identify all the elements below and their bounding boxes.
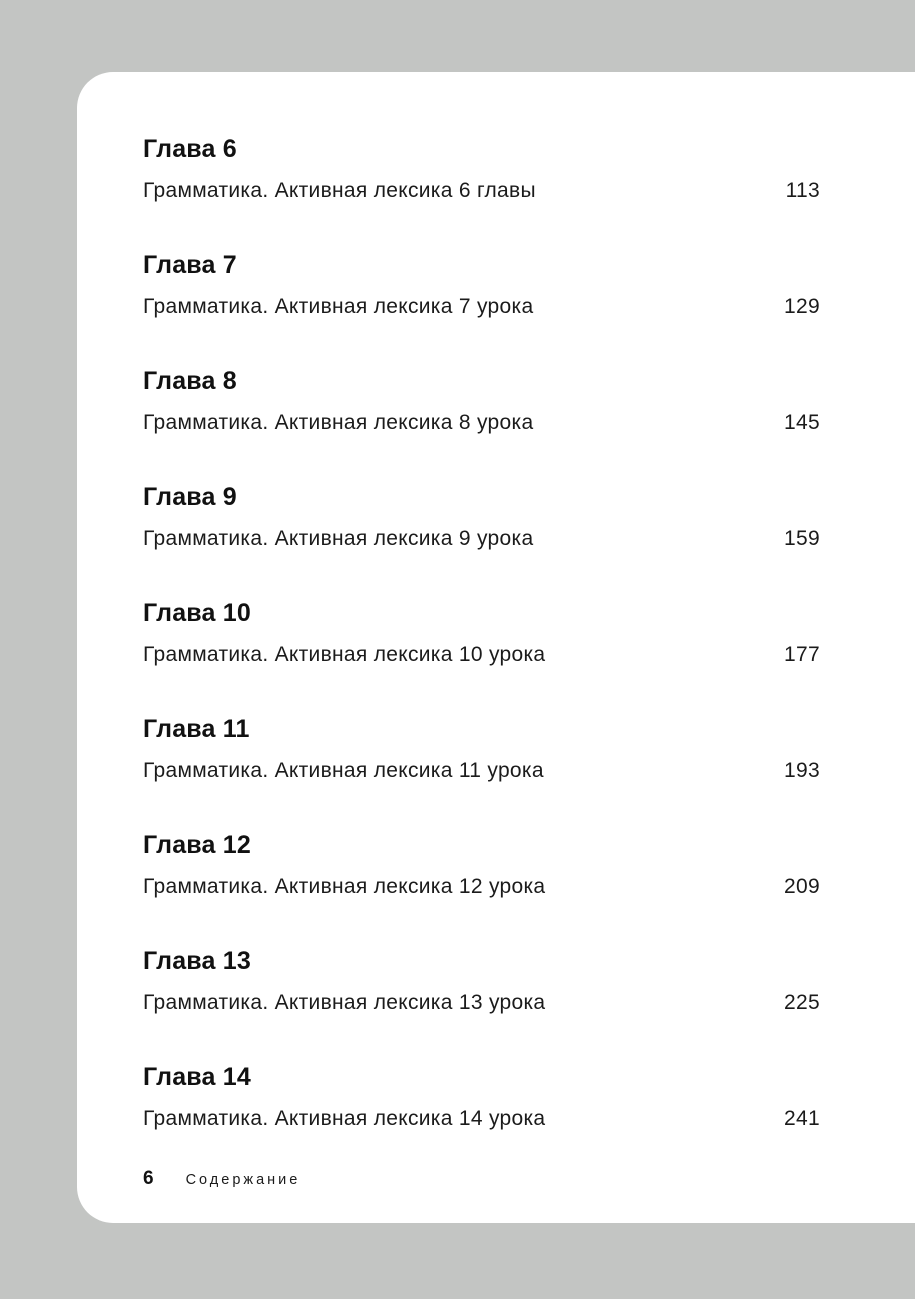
entry-title: Грамматика. Активная лексика 10 урока (143, 643, 546, 666)
toc-entry-row (143, 641, 820, 669)
toc-entry-row (143, 409, 820, 437)
chapter-heading: Глава 10 (143, 599, 252, 627)
entry-page-number: 241 (784, 1107, 820, 1130)
entry-page-number: 209 (784, 875, 820, 898)
entry-page-number: 193 (784, 759, 820, 782)
toc-entry (143, 714, 820, 785)
chapter-heading: Глава 11 (143, 715, 250, 743)
chapter-heading: Глава 13 (143, 947, 252, 975)
toc-entry (143, 1062, 820, 1133)
book-page-card (77, 72, 915, 1223)
toc-entry (143, 946, 820, 1017)
entry-page-number: 225 (784, 991, 820, 1014)
toc-entry (143, 830, 820, 901)
entry-title: Грамматика. Активная лексика 11 урока (143, 759, 544, 782)
chapter-heading: Глава 12 (143, 831, 252, 859)
chapter-heading: Глава 6 (143, 135, 237, 163)
entry-page-number: 145 (784, 411, 820, 434)
entry-title: Грамматика. Активная лексика 7 урока (143, 295, 534, 318)
footer-page-number: 6 (143, 1168, 154, 1189)
chapter-heading: Глава 8 (143, 367, 237, 395)
entry-page-number: 113 (785, 179, 820, 202)
page-footer (143, 1168, 820, 1190)
chapter-heading: Глава 9 (143, 483, 237, 511)
entry-title: Грамматика. Активная лексика 6 главы (143, 179, 536, 202)
toc-list (143, 134, 820, 1133)
entry-page-number: 129 (784, 295, 820, 318)
entry-title: Грамматика. Активная лексика 12 урока (143, 875, 546, 898)
toc-entry (143, 482, 820, 553)
entry-title: Грамматика. Активная лексика 8 урока (143, 411, 534, 434)
toc-entry-row (143, 757, 820, 785)
toc-entry (143, 366, 820, 437)
entry-page-number: 177 (784, 643, 820, 666)
footer-section-label: Содержание (185, 1172, 301, 1188)
chapter-heading: Глава 14 (143, 1063, 252, 1091)
entry-page-number: 159 (784, 527, 820, 550)
page-content (77, 72, 915, 1190)
entry-title: Грамматика. Активная лексика 13 урока (143, 991, 546, 1014)
toc-entry-row (143, 989, 820, 1017)
toc-entry (143, 250, 820, 321)
toc-entry-row (143, 293, 820, 321)
entry-title: Грамматика. Активная лексика 14 урока (143, 1107, 546, 1130)
toc-entry (143, 134, 820, 205)
toc-entry-row (143, 177, 820, 205)
entry-title: Грамматика. Активная лексика 9 урока (143, 527, 534, 550)
chapter-heading: Глава 7 (143, 251, 237, 279)
toc-entry (143, 598, 820, 669)
toc-entry-row (143, 525, 820, 553)
toc-entry-row (143, 1105, 820, 1133)
toc-entry-row (143, 873, 820, 901)
